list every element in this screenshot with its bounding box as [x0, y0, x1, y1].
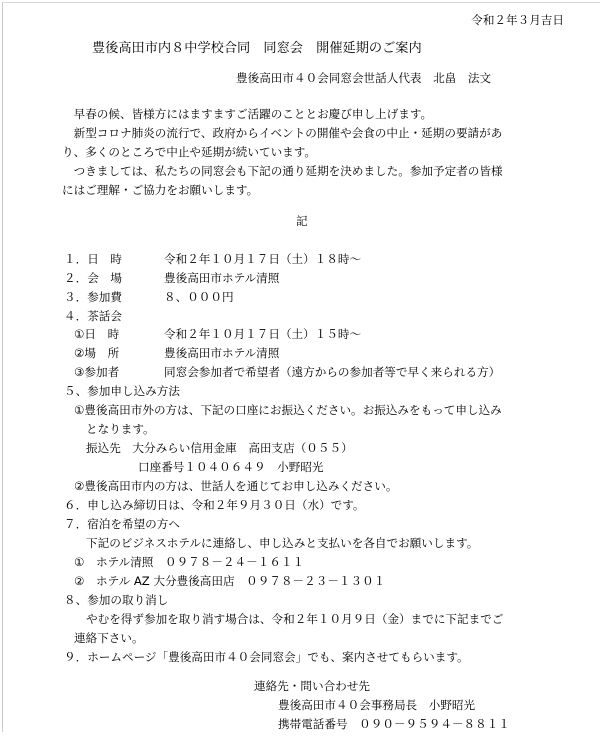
item-1-value: 令和２年１０月１７日（土）１８時～	[164, 252, 362, 266]
item-4b-label: ②場 所	[74, 346, 120, 360]
intro-line-1: 早春の候、皆様方にはますますご活躍のこととお慶び申し上げます。	[62, 107, 433, 121]
item-3-fee	[64, 288, 234, 306]
item-7b-hotel: ② ホテル AZ 大分豊後高田店 ０９７８－２３－１３０１	[74, 574, 386, 588]
document-title: 豊後高田市内８中学校合同 同窓会 開催延期のご案内	[92, 41, 422, 56]
item-2-venue	[64, 269, 279, 287]
item-3-label: ３．参加費	[64, 290, 122, 304]
item-4a-value: 令和２年１０月１７日（土）１５時～	[164, 327, 362, 341]
item-7-heading: ７．宿泊を希望の方へ	[64, 517, 180, 531]
intro-line-3: り、多くのところで中止や延期が続いています。	[62, 145, 317, 159]
item-6-deadline: ６．申し込み締切日は、令和２年９月３０日（水）です。	[64, 498, 365, 512]
item-4a-date	[74, 325, 361, 343]
document-author: 豊後高田市４０会同窓会世話人代表 北畠 法文	[236, 71, 492, 85]
item-2-value: 豊後高田市ホテル清照	[164, 271, 280, 285]
item-5-account: 口座番号１０４０６４９ 小野昭光	[138, 460, 324, 474]
item-8-line-2: 連絡下さい。	[74, 631, 144, 645]
item-4-heading: ４．茶話会	[64, 309, 122, 323]
item-7a-hotel: ① ホテル清照 ０９７８－２４－１６１１	[74, 555, 305, 569]
ki-heading: 記	[296, 214, 308, 228]
item-5-bank: 振込先 大分みらい信用金庫 高田支店（０５５）	[86, 441, 353, 455]
item-4b-place	[74, 344, 279, 362]
item-5b: ②豊後高田市内の方は、世話人を通じてお申し込みください。	[74, 479, 398, 493]
item-4c-participants	[74, 363, 500, 381]
item-1-date	[64, 250, 361, 268]
item-4a-label: ①日 時	[74, 327, 120, 341]
item-2-label: ２．会 場	[64, 271, 122, 285]
intro-line-2: 新型コロナ肺炎の流行で、政府からイベントの開催や会食の中止・延期の要請があ	[62, 126, 503, 140]
document-date: 令和２年３月吉日	[471, 13, 564, 27]
item-4c-label: ③参加者	[74, 365, 120, 379]
item-7-description: 下記のビジネスホテルに連絡し、申し込みと支払いを各自でお願いします。	[86, 536, 479, 550]
item-9-homepage: ９．ホームページ「豊後高田市４０会同窓会」でも、案内させてもらいます。	[64, 650, 469, 664]
contact-name: 豊後高田市４０会事務局長 小野昭光	[278, 698, 476, 712]
item-1-label: １．日 時	[64, 252, 122, 266]
intro-line-4: つきましては、私たちの同窓会も下記の通り延期を決めました。参加予定者の皆様	[62, 164, 503, 178]
intro-line-5: にはご理解・ご協力をお願いします。	[62, 183, 259, 197]
item-5a-line-2: となります。	[86, 422, 155, 436]
item-8-line-1: やむを得ず参加を取り消す場合は、令和２年１０月９日（金）までに下記までご	[86, 612, 504, 626]
item-3-value: ８、０００円	[164, 290, 234, 304]
contact-phone: 携帯電話番号 ０９０－９５９４－８８１１	[278, 717, 510, 731]
item-5-heading: ５、参加申し込み方法	[64, 384, 180, 398]
contact-heading: 連絡先・問い合わせ先	[254, 679, 370, 693]
item-8-heading: ８、参加の取り消し	[64, 593, 169, 607]
item-4c-value: 同窓会参加者で希望者（遠方からの参加者等で早く来られる方）	[164, 365, 501, 379]
item-4b-value: 豊後高田市ホテル清照	[164, 346, 280, 360]
item-5a-line-1: ①豊後高田市外の方は、下記の口座にお振込ください。お振込みをもって申し込み	[74, 403, 502, 417]
